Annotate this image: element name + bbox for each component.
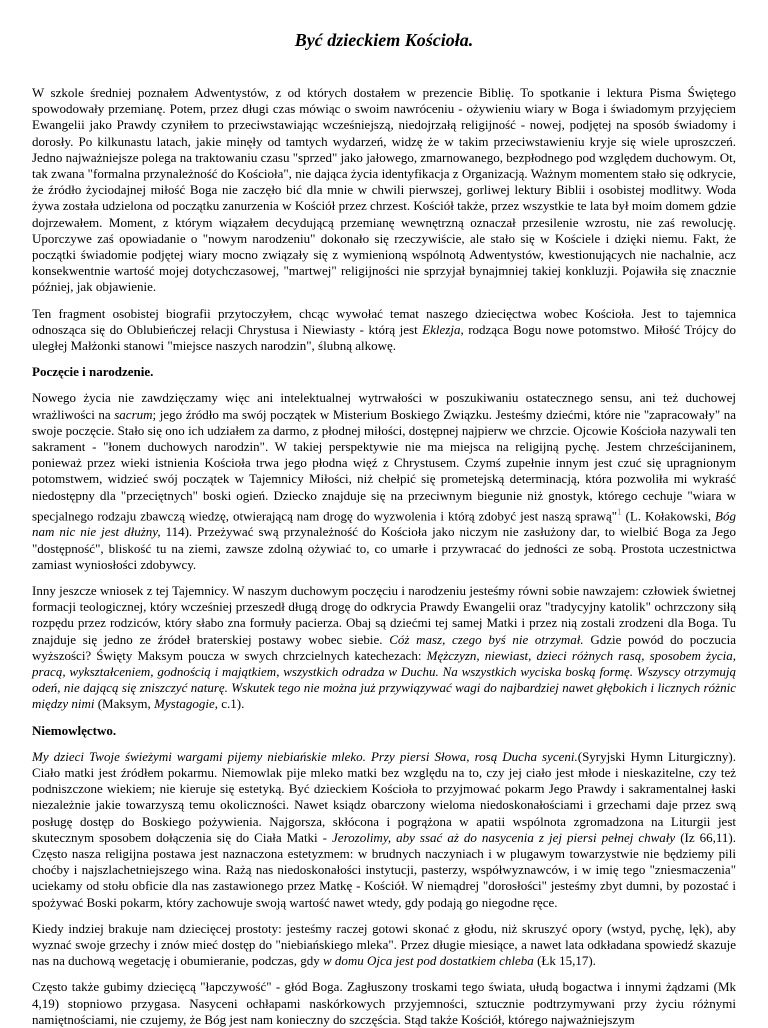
paragraph-1: W szkole średniej poznałem Adwentystów, z od których dostałem w prezencie Biblię. To spotkanie i lektura Pisma Świętego spowodowały przemianę. Potem, przez długi czas mówiąc o swoim nawróceniu - ożywieniu wiary w Boga i świadomym przyjęciem Ewangelii jako Prawdy czyniłem to przeciwstawiając wcześniejszą, niedojrzałą religijność - nowej, podjętej na sposób świadomy i dorosły. Po kilkunastu latach, jakie minęły od tamtych wydarzeń, widzę że w takim przeciwstawieniu kryje się wiele uproszczeń. Jedno najważniejsze polega na traktowaniu czasu "sprzed" jako jałowego, zmarnowanego, bezpłodnego pod względem duchowym. Ot, tak zwana "formalna przynależność do Kościoła", nie dająca życia identyfikacja z Organizacją. Ważnym momentem stało się odkrycie, że źródło życiodajnej miłość Boga nie zaczęło bić dla mnie w chwili pierwszej, gorliwej lektury Biblii i osobistej modlitwy. Woda żywa została udzielona od początku zanurzenia w Kościół przez chrzest. Kościół także, przez wszystkie te lata był moim domem gdzie dojrzewałem. Moment, z którym wiązałem decydującą przemianę wewnętrzną oznaczał przesilenie wzrostu, nie zaś rewolucję. Uporczywe zaś opowiadanie o "nowym narodzeniu" dokonało się rzeczywiście, ale stało się w Kościele i dzięki niemu. Fakt, że początki świadomie podjętej wiary mocno związały się z wymienioną wspólnotą Adwentystów, kwestionujących nie nachalnie, acz konsekwentnie wartość mojej dotychczasowej, "martwej" religijności nie sprzyjał bynajmniej takiej konkluzji. Pojawiła się znacznie później, jak objawienie. xyxy=(32,85,736,295)
text-run: Kiedy indziej brakuje nam dziecięcej prostoty: jesteśmy raczej gotowi skonać z głodu, niż skruszyć opory (wstyd, pychę, lęk), aby wyznać swoje grzechy i znów mieć dostęp do "niebiańskiego mleka". Przez długie miesiące, a nawet lata odkładana spowiedź skazuje nas na duchową wegetację i obumieranie, podczas, gdy xyxy=(32,920,736,969)
text-run: (Iz 66,11). Często nasza religijna postawa jest naznaczona estetyzmem: w brudnych naczyniach i w plugawym towarzystwie nie będziemy pili choćby i najszlachetniejszego wina. Rażą nas niedoskonałości instytucji, pasterzy, współwyznawców, i w imię tego "zniesmaczenia" uciekamy od stołu obficie dla nas zastawionego przez Matkę - Kościół. W niemądrej "dorosłości" jesteśmy zbyt dumni, by pozostać i spożywać Boski pokarm, który zachowuje swoją wartość nawet wtedy, gdy podają go niegodne ręce. xyxy=(32,829,737,910)
text-run: , c.1). xyxy=(214,696,245,712)
text-run-italic: Mystagogie xyxy=(154,696,215,712)
text-run-italic: w domu Ojca jest pod dostatkiem chleba xyxy=(322,953,534,969)
paragraph-2 xyxy=(32,306,736,355)
text-run: ; jego źródło ma swój początek w Misterium Boskiego Związku. Jesteśmy dziećmi, które nie "zapracowały" na swoje poczęcie. Stało się ono ich udziałem za darmo, z płodnej miłości, dostępnej najpierw we chrzcie. Ojcowie Kościoła nazywali ten sakrament - "łonem duchowych narodzin". W takiej perspektywie nie ma miejsca na religijną pychę. Jestem chrześcijaninem, ponieważ przez wieki istnienia Kościoła trwa jego płodna więź z Chrystusem. Czymś zupełnie innym jest czuć się upragnionym potomstwem, widzieć swój początek w Tajemnicy Miłości, niż chełpić się prometejską determinacją, która pozwoliła mi wykraść niedostępny dla "przeciętnych" boski ogień. Dziecko znajduje się na przeciwnym biegunie niż gnostyk, którego cechuje "wiara w specjalnego rodzaju zbawczą wiedzę, otwierającą nam drogę do wyzwolenia i którą zdobyć jest naszą sprawą" xyxy=(32,406,736,524)
text-run-italic: My dzieci Twoje świeżymi wargami pijemy niebiańskie mleko. Przy piersi Słowa, rosą Ducha syceni. xyxy=(32,748,578,764)
text-run-italic: Cóż masz, czego byś nie otrzymał. xyxy=(389,631,584,647)
text-run-italic: sacrum xyxy=(114,406,153,422)
text-run-italic: Eklezja xyxy=(422,321,461,337)
text-run: (Syryjski Hymn Liturgiczny). Ciało matki jest źródłem pokarmu. Niemowlak pije mleko matki bez względu na to, czy jej ciało jest młode i nieskazitelne, czy też podniszczone wiekiem; nie kieruje się estetyką. Być dzieckiem Kościoła to przyjmować pokarm Jego Prawdy i sakramentalnej łaski niezależnie jakie towarzyszą temu okoliczności. Nawet ksiądz obarczony wieloma niedoskonałościami i grzechami daje przez swą posługę dostęp do Boskiego pożywienia. Najgorsza, skłócona i pogrążona w apatii wspólnota zgromadzona na Liturgii jest skutecznym sposobem dołączenia się do Ciała Matki - xyxy=(32,748,736,845)
paragraph-4 xyxy=(32,583,736,713)
text-run-italic: Bóg nam nic nie jest dłużny, xyxy=(32,508,736,540)
paragraph-5 xyxy=(32,749,736,911)
text-run: Nowego życia nie zawdzięczamy więc ani intelektualnej wytrwałości w poszukiwaniu ostatecznego sensu, ani też duchowej wrażliwości na xyxy=(32,390,736,422)
text-run: Inny jeszcze wniosek z tej Tajemnicy. W naszym duchowym poczęciu i narodzeniu jesteśmy równi sobie nawzajem: człowiek świetnej formacji teologicznej, który wcześniej przeszedł długą drogę do odkrycia Prawdy Ewangelii oraz "tradycyjny katolik" ochrzczony siłą rozpędu przez rodziców, który słabo zna formuły pacierza. Obaj są dziećmi tej samej Matki i przez nią zostali zrodzeni dla Boga. Tu znajduje się jedno ze źródeł braterskiej postawy wobec siebie. xyxy=(32,583,736,647)
section-heading-poczecie: Poczęcie i narodzenie. xyxy=(32,364,154,380)
text-run-italic: Jerozolimy, aby ssać aż do nasycenia z jej piersi pełnej chwały xyxy=(332,829,676,845)
text-run: , rodząca Bogu nowe potomstwo. Miłość Trójcy do uległej Małżonki stanowi "miejsce naszych narodzin", ślubną alkowę. xyxy=(32,321,737,354)
document-title: Być dzieckiem Kościoła. xyxy=(294,30,474,50)
text-run: (Maksym, xyxy=(94,696,155,712)
section-heading-niemowlectwo: Niemowlęctwo. xyxy=(32,722,117,738)
paragraph-3 xyxy=(32,390,736,573)
text-run: (L. Kołakowski, xyxy=(621,508,716,524)
paragraph-7: Często także gubimy dziecięcą "łapczywość" - głód Boga. Zagłuszony troskami tego świata, ułudą bogactwa i innymi żądzami (Mk 4,19) stopniowo przygasa. Nasyceni ochłapami naskórkowych przyjemności, sztucznie podtrzymywani przy życiu różnymi namiętnościami, nie czujemy, że Bóg jest nam konieczny do szczęścia. Stąd także Kościół, którego najważniejszym xyxy=(32,979,736,1027)
text-run: Ten fragment osobistej biografii przytoczyłem, chcąc wywołać temat naszego dziecięctwa wobec Kościoła. Jest to tajemnica odnosząca się do Oblubieńczej relacji Chrystusa i Niewiasty - którą jest xyxy=(32,305,736,337)
text-run-italic: Mężczyzn, niewiast, dzieci różnych rasą, sposobem życia, pracą, wykształceniem, godnością i majątkiem, wszystkich odradza w Duchu. Na wszystkich wyciska boską formę. Wszyscy otrzymują odeń, nie dającą się zniszczyć naturę. Wskutek tego nie można już przywiązywać wagi do najbardziej nawet głębokich i licznych różnic między nimi xyxy=(32,647,736,712)
paragraph-6 xyxy=(32,921,736,970)
footnote-link[interactable]: 1 xyxy=(617,506,622,517)
text-run: (Łk 15,17). xyxy=(533,953,596,969)
text-run: Gdzie powód do poczucia wyższości? Święty Maksym poucza w swych chrzcielnych katechezach: xyxy=(32,631,736,663)
text-run: 114). Przeżywać swą przynależność do Kościoła jako niczym nie zasłużony dar, to wielbić Boga za Jego "dostępność", bliskość tu na ziemi, zawsze zdolną ożywiać to, co umarłe i przywracać do jedności ze sobą. Prostota uczestnictwa zamiast wyniosłości zdobywcy. xyxy=(32,524,736,572)
